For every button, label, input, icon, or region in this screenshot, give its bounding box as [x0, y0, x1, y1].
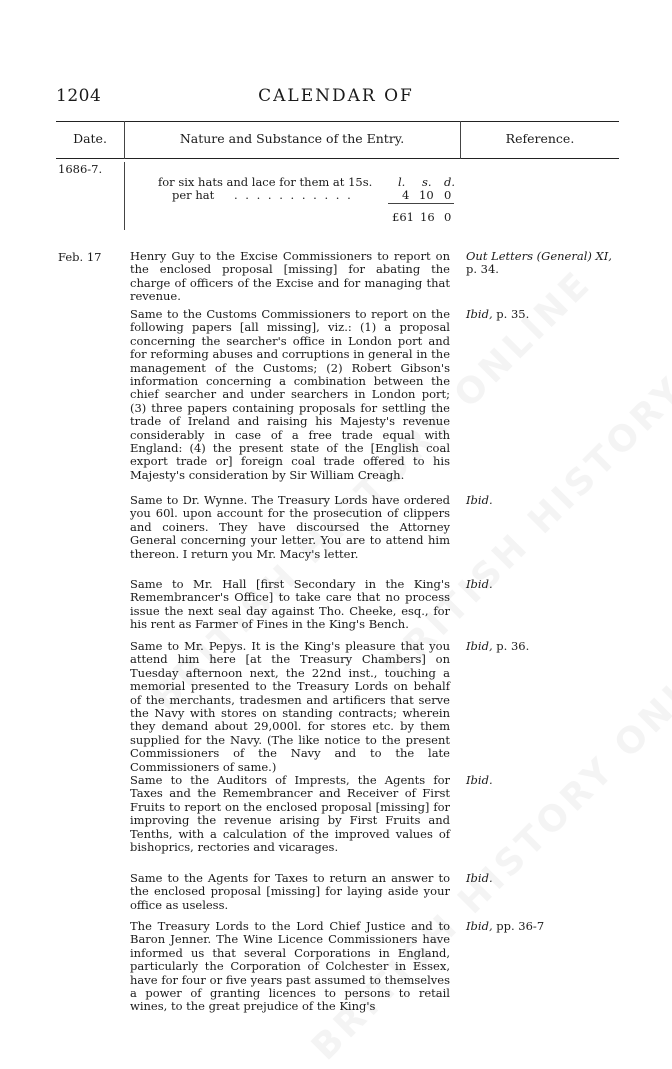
reference-source: Ibid. [466, 871, 493, 885]
carryover-line-1: for six hats and lace for them at 15s. [158, 175, 373, 189]
entry-text: Same to Dr. Wynne. The Treasury Lords have ordered you 60l. upon account for the prosecution of clippers and coiners. They have discoursed the Attorney General concerning your letter. You are to attend him thereon. I return you Mr. Macy's letter. [130, 493, 450, 561]
carryover-line-2: per hat [172, 188, 215, 202]
column-header-entry: Nature and Substance of the Entry. [179, 131, 405, 146]
entry-text: Same to Mr. Pepys. It is the King's pleasure that you attend him here [at the Treasury Chambers] on Tuesday afternoon next, the 22nd inst., touching a memorial presented to the Treasury Lords on behalf of the merchants, tradesmen and artificers that serve the Navy with stores on standing contracts; wherein they demand about 29,000l. for stores etc. by them supplied for the Navy. (The like notice to the present Commissioners of the Navy and to the late Commissioners of same.) [130, 639, 450, 774]
running-title: CALENDAR OF [258, 86, 414, 106]
entry-text: Henry Guy to the Excise Commissioners to report on the enclosed proposal [missing] for abating the charge of officers of the Excise and for managing that revenue. [130, 249, 450, 304]
carryover-val-d: 0 [444, 188, 452, 202]
reference-page: pp. 36-7 [492, 919, 545, 933]
entry-reference [466, 250, 620, 277]
reference-source: Out Letters (General) XI, [466, 249, 612, 263]
reference-source: Ibid, [466, 639, 493, 653]
column-header-reference: Reference. [505, 131, 575, 146]
entry-text: Same to Mr. Hall [first Secondary in the King's Remembrancer's Office] to take care that no process issue the next seal day against Tho. Cheeke, esq., for his rent as Farmer of Fines in the King's Bench. [130, 577, 450, 632]
entry-text: The Treasury Lords to the Lord Chief Justice and to Baron Jenner. The Wine Licence Commissioners have informed us that several Corporations in England, particularly the Corporation of Colchester in Essex, have for four or five years past assumed to themselves a power of granting licences to persons to retail wines, to the great prejudice of the King's [130, 919, 450, 1014]
carryover-col-s: s. [422, 175, 432, 189]
column-header-date: Date. [73, 131, 107, 146]
page-header [0, 86, 672, 110]
reference-page: p. 36. [492, 639, 530, 653]
entry-text: Same to the Auditors of Imprests, the Agents for Taxes and the Remembrancer and Receiver of First Fruits to report on the enclosed proposal [missing] for improving the revenue arising by First Fruits and Tenths, with a calculation of the improved values of bishoprics, rectories and vicarages. [130, 773, 450, 855]
total-rule [388, 203, 454, 204]
table-top-rule [56, 121, 619, 122]
carryover-val-l: 4 [402, 188, 410, 202]
carryover-total-d: 0 [444, 210, 452, 224]
reference-source: Ibid. [466, 577, 493, 591]
entry-reference [466, 494, 620, 507]
year-label: 1686-7. [58, 162, 103, 176]
reference-source: Ibid, [466, 307, 493, 321]
carryover-total-s: 16 [420, 210, 435, 224]
entry-reference [466, 640, 620, 653]
reference-source: Ibid, [466, 919, 493, 933]
entry-reference [466, 774, 620, 787]
entry-text: Same to the Agents for Taxes to return an answer to the enclosed proposal [missing] for laying aside your office as useless. [130, 871, 450, 912]
entry-reference [466, 308, 620, 321]
carryover-val-s: 10 [419, 188, 434, 202]
entry-reference [466, 872, 620, 885]
page-number: 1204 [56, 86, 102, 106]
reference-source: Ibid. [466, 493, 493, 507]
table-head-rule [56, 158, 619, 159]
carryover-col-l: l. [398, 175, 406, 189]
entry-reference [466, 578, 620, 591]
carryover-col-d: d. [444, 175, 456, 189]
reference-page: p. 35. [492, 307, 530, 321]
carryover-dots: . . . . . . . . . . . [234, 188, 353, 202]
carryover-total-l: £61 [392, 210, 414, 224]
reference-page: p. 34. [466, 262, 499, 277]
reference-source: Ibid. [466, 773, 493, 787]
margin-line [124, 162, 125, 230]
entry-text: Same to the Customs Commissioners to report on the following papers [all missing], viz.: (1) a proposal concerning the searcher's office in London port and for reforming abuses and corruptions in general in the management of the Customs; (2) Robert Gibson's information concerning a combination between the chief searcher and under searchers in London port; (3) three papers containing proposals for settling the trade of Ireland and raising his Majesty's revenue considerably in case of a free trade equal with England: (4) the present state of the [English coal export trade or] foreign coal trade offered to his Majesty's consideration by Sir William Creagh. [130, 307, 450, 482]
entry-reference [466, 920, 620, 933]
entry-date: Feb. 17 [58, 250, 102, 264]
